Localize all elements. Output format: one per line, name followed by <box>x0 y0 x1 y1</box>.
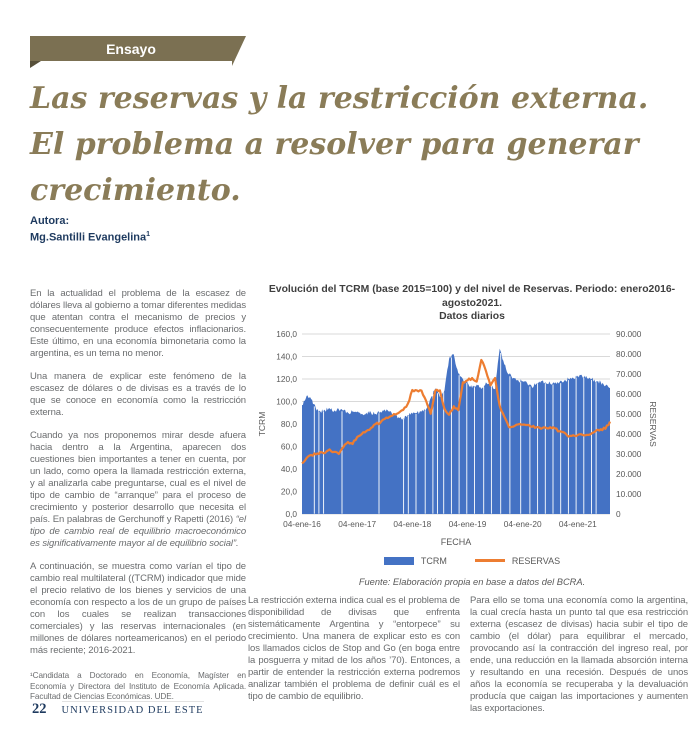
chart-legend <box>252 556 692 566</box>
svg-text:30.000: 30.000 <box>615 448 641 459</box>
svg-text:40,0: 40,0 <box>280 463 297 474</box>
left-column <box>30 288 246 703</box>
svg-text:80,0: 80,0 <box>280 418 297 429</box>
article-title-line: Las reservas y la restricción externa. <box>30 81 649 116</box>
paragraph <box>30 430 246 550</box>
svg-text:120,0: 120,0 <box>275 373 297 384</box>
svg-text:0,0: 0,0 <box>284 508 297 519</box>
chart-block <box>252 283 692 587</box>
svg-text:70.000: 70.000 <box>615 368 641 379</box>
chart-subtitle: Datos diarios <box>439 311 505 323</box>
svg-text:FECHA: FECHA <box>440 536 471 547</box>
paragraph: En la actualidad el problema de la escasez de dólares lleva al gobierno a tomar diferentes medidas que atentan contra el mecanismo de precios y consecuentemente produce efectos inflacionarios. Este último, en una economía bimonetaria como la argentina, es un tema no menor. <box>30 288 246 359</box>
author-block <box>30 214 150 247</box>
svg-text:40.000: 40.000 <box>615 428 641 439</box>
paragraph: A continuación, se muestra como varían el tipo de cambio real multilateral ((TCRM) indicador que mide el precio relativo de los bienes y servicios de una economía con respecto a los de un grupo de países con los cuales se realizan transacciones comerciales) y las reservas internacionales (en millones de dólares norteamericanos) en el periodo más reciente; 2016-2021. <box>30 561 246 656</box>
chart-source-note: Fuente: Elaboración propia en base a datos del BCRA. <box>358 576 586 587</box>
footnote: ¹Candidata a Doctorado en Economía, Magíster en Economía y Directora del Instituto de Economía Aplicada. Facultad de Ciencias Económicas. UDE. <box>30 671 246 701</box>
svg-text:90.000: 90.000 <box>615 328 641 339</box>
legend-swatch-tcrm <box>384 557 414 565</box>
svg-text:140,0: 140,0 <box>275 351 297 362</box>
quoted-text: “el tipo de cambio real de equilibrio macroeconómico es significativamente mayor al de equilibrio social”. <box>30 514 246 549</box>
paragraph: Para ello se toma una economía como la argentina, la cual crecía hasta un punto tal que esa restricción externa (escasez de divisas) hacia subir el tipo de cambio (el dólar) para equilibrar el mercado, provocando así la contracción del ingreso real, por ende, una reducción en la llamada absorción interna y resultando en una recesión. Después de unos años la economía se recuperaba y la devaluación producía que caigan las importaciones y aumenten las exportaciones. <box>470 595 688 714</box>
svg-text:20.000: 20.000 <box>615 468 641 479</box>
paragraph: Una manera de explicar este fenómeno de la escasez de dólares o de divisas es a través de lo que se conoce en economía como la restricción externa. <box>30 371 246 418</box>
svg-text:RESERVAS: RESERVAS <box>647 400 658 447</box>
legend-swatch-reservas <box>475 559 505 562</box>
svg-text:20,0: 20,0 <box>280 486 297 497</box>
svg-text:10.000: 10.000 <box>615 488 641 499</box>
author-name-text: Mg.Santilli Evangelina <box>30 231 147 244</box>
svg-text:0: 0 <box>615 508 621 519</box>
tcrm-reservas-chart <box>254 326 691 550</box>
chart-title: Evolución del TCRM (base 2015=100) y del nivel de Reservas. Periodo: enero2016-agosto2021. <box>268 284 676 309</box>
section-banner-label: Ensayo <box>106 40 156 57</box>
institution-name: UNIVERSIDAD DEL ESTE <box>62 701 204 716</box>
author-label: Autora: <box>30 215 70 227</box>
svg-text:04-ene-18: 04-ene-18 <box>392 518 431 529</box>
svg-text:50.000: 50.000 <box>615 408 641 419</box>
article-title-line: crecimiento. <box>30 173 241 208</box>
svg-text:60.000: 60.000 <box>615 388 641 399</box>
paragraph-text: Cuando ya nos proponemos mirar desde afuera hacia dentro a la Argentina, aparecen dos cuestiones bien importantes a tener en cuenta, por un lado, como opera la llamada restricción externa, y al analizarla cabe preguntarse, cual es el nivel de tipo de cambio de “arranque” para el proceso de crecimiento y posterior desarrollo que necesita el país. En palabras de Gerchunoff y Rapetti (2016) <box>30 430 246 525</box>
svg-text:TCRM: TCRM <box>256 411 267 436</box>
middle-column <box>248 595 460 714</box>
article-title-line: El problema a resolver para generar <box>30 127 639 162</box>
svg-text:60,0: 60,0 <box>280 441 297 452</box>
right-column <box>470 595 688 726</box>
svg-text:04-ene-21: 04-ene-21 <box>558 518 597 529</box>
svg-text:80.000: 80.000 <box>615 348 641 359</box>
section-banner <box>30 36 232 61</box>
legend-label-tcrm: TCRM <box>420 555 447 566</box>
page-number: 22 <box>32 701 47 717</box>
legend-label-reservas: RESERVAS <box>511 555 561 566</box>
author-footnote-mark: 1 <box>146 230 151 238</box>
svg-text:04-ene-20: 04-ene-20 <box>503 518 542 529</box>
svg-text:04-ene-19: 04-ene-19 <box>448 518 486 529</box>
svg-text:04-ene-16: 04-ene-16 <box>282 518 321 529</box>
svg-text:160,0: 160,0 <box>275 328 297 339</box>
author-name <box>30 230 150 247</box>
article-title <box>30 76 692 214</box>
svg-text:100,0: 100,0 <box>275 396 297 407</box>
svg-text:04-ene-17: 04-ene-17 <box>337 518 376 529</box>
paragraph: La restricción externa indica cual es el problema de disponibilidad de divisas que enfrenta sistemáticamente Argentina y “entorpece” su crecimiento. Una manera de explicar esto es con los llamados ciclos de Stop and Go (en boga entre la posguerra y mitad de los años ’70). Entonces, a partir de entender la restricción externa podremos analizar también el problema de definir cuál es el tipo de cambio de equilibrio. <box>248 595 460 702</box>
page-footer <box>32 701 204 718</box>
